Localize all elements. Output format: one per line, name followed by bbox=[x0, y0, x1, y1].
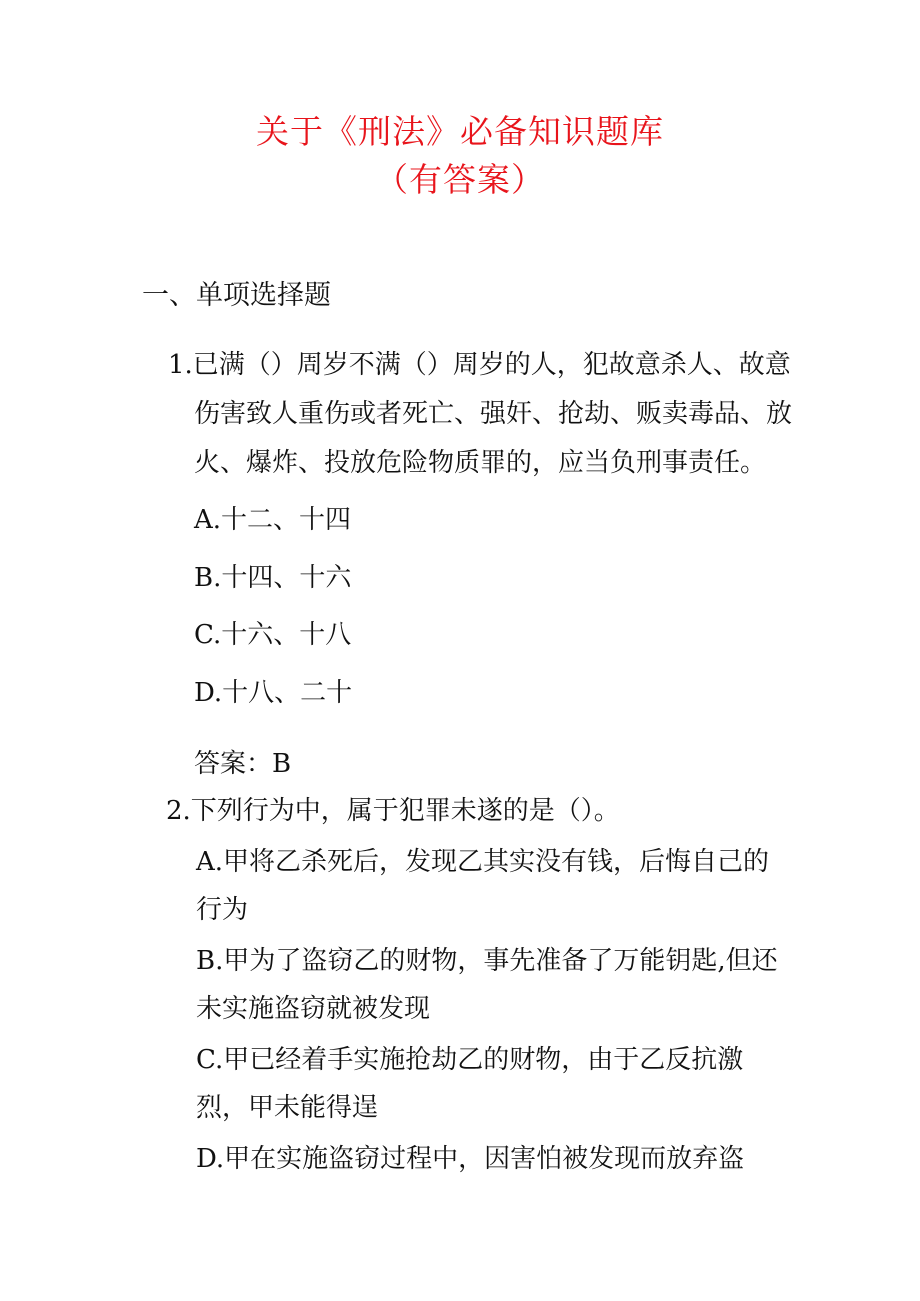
question-2-stem: 2.下列行为中，属于犯罪未遂的是（）。 bbox=[166, 796, 620, 826]
question-1-option-b: B.十四、十六 bbox=[194, 563, 352, 593]
question-2-option-a: A.甲将乙杀死后，发现乙其实没有钱，后悔自己的行为 bbox=[196, 847, 770, 925]
section-heading: 一、单项选择题 bbox=[142, 280, 331, 311]
question-1-option-d: D.十八、二十 bbox=[194, 678, 353, 708]
question-2-option-d: D.甲在实施盗窃过程中，因害怕被发现而放弃盗 bbox=[196, 1144, 745, 1174]
question-1-stem: 1.已满（）周岁不满（）周岁的人，犯故意杀人、故意伤害致人重伤或者死亡、强奸、抢劫、贩卖毒品、放火、爆炸、投放危险物质罪的，应当负刑事责任。 bbox=[168, 350, 793, 478]
question-1-option-c: C.十六、十八 bbox=[194, 620, 352, 650]
question-2-option-c: C.甲已经着手实施抢劫乙的财物，由于乙反抗激烈，甲未能得逞 bbox=[196, 1045, 744, 1123]
document-subtitle: （有答案） bbox=[375, 160, 545, 199]
document-title: 关于《刑法》必备知识题库 bbox=[256, 112, 664, 151]
question-1-answer: 答案：B bbox=[194, 749, 292, 779]
question-1-option-a: A.十二、十四 bbox=[194, 505, 352, 535]
question-2-option-b: B.甲为了盗窃乙的财物，事先准备了万能钥匙,但还未实施盗窃就被发现 bbox=[196, 946, 778, 1024]
